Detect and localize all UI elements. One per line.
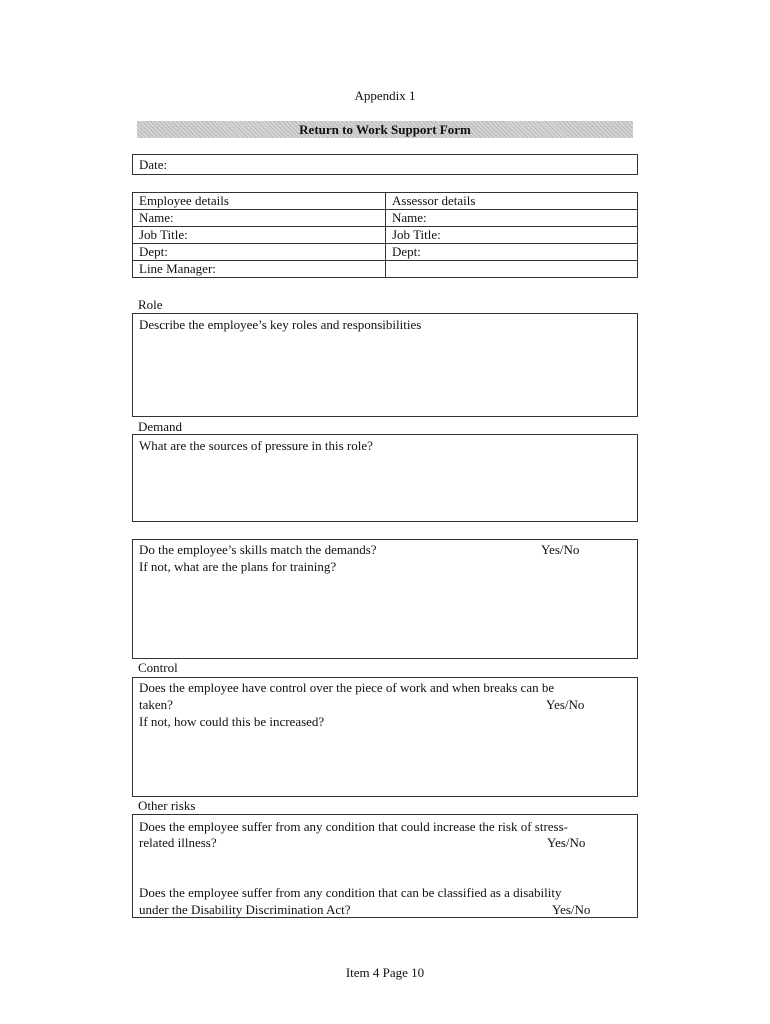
appendix-label: Appendix 1 <box>354 88 416 103</box>
skills-box[interactable] <box>132 539 638 659</box>
form-title-bar <box>137 121 633 138</box>
role-prompt: Describe the employee’s key roles and responsibilities <box>139 317 422 332</box>
employee-details-header: Employee details <box>133 193 386 210</box>
demand-heading: Demand <box>138 419 183 434</box>
table-row <box>133 227 638 244</box>
risk-q2-line2: under the Disability Discrimination Act? <box>139 902 351 917</box>
skills-answer[interactable]: Yes/No <box>541 542 580 557</box>
control-heading: Control <box>138 660 178 675</box>
role-box[interactable] <box>132 313 638 417</box>
date-field[interactable] <box>132 154 638 175</box>
employee-dept-field[interactable]: Dept: <box>133 244 386 261</box>
skills-followup: If not, what are the plans for training? <box>139 559 337 574</box>
risk-q1-answer[interactable]: Yes/No <box>547 835 586 850</box>
risk-q2-answer[interactable]: Yes/No <box>552 902 591 917</box>
role-heading: Role <box>138 297 163 312</box>
control-followup: If not, how could this be increased? <box>139 714 325 729</box>
other-risks-heading: Other risks <box>138 798 196 813</box>
assessor-empty-cell[interactable] <box>386 261 638 278</box>
table-row <box>133 193 638 210</box>
table-row <box>133 210 638 227</box>
assessor-name-field[interactable]: Name: <box>386 210 638 227</box>
table-row <box>133 261 638 278</box>
date-label: Date: <box>139 157 168 172</box>
control-answer[interactable]: Yes/No <box>546 697 585 712</box>
risk-q1-line1: Does the employee suffer from any condition that could increase the risk of stress- <box>139 819 568 834</box>
risk-q2-line1: Does the employee suffer from any condition that can be classified as a disability <box>139 885 562 900</box>
control-question-line2: taken? <box>139 697 173 712</box>
risk-q1-line2: related illness? <box>139 835 217 850</box>
employee-job-title-field[interactable]: Job Title: <box>133 227 386 244</box>
table-row <box>133 244 638 261</box>
employee-name-field[interactable]: Name: <box>133 210 386 227</box>
control-question-line1: Does the employee have control over the piece of work and when breaks can be <box>139 680 555 695</box>
demand-prompt: What are the sources of pressure in this role? <box>139 438 373 453</box>
skills-question: Do the employee’s skills match the demands? <box>139 542 377 557</box>
form-title: Return to Work Support Form <box>299 122 471 137</box>
control-box[interactable] <box>132 677 638 797</box>
demand-box[interactable] <box>132 434 638 522</box>
assessor-details-header: Assessor details <box>386 193 638 210</box>
page-number: Item 4 Page 10 <box>345 965 425 980</box>
assessor-dept-field[interactable]: Dept: <box>386 244 638 261</box>
other-risks-box[interactable] <box>132 814 638 918</box>
line-manager-field[interactable]: Line Manager: <box>133 261 386 278</box>
assessor-job-title-field[interactable]: Job Title: <box>386 227 638 244</box>
details-table <box>132 192 638 278</box>
